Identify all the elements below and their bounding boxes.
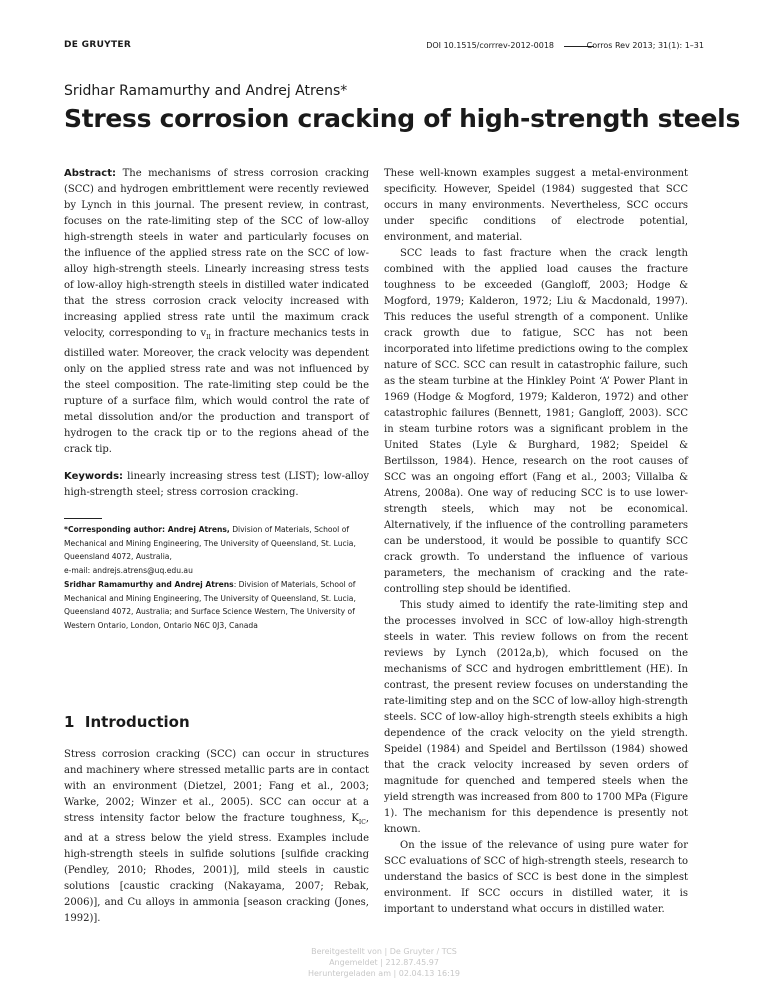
corresponding-author-text: Division of Materials, School of Mechanical and Mining Engineering, The University of Queensland, St. Lucia, Queensland 4072, Australia, (64, 525, 356, 562)
watermark-line: Bereitgestellt von | De Gruyter / TCS (311, 947, 457, 956)
introduction-text (64, 747, 369, 927)
keywords-text: linearly increasing stress test (LIST); low-alloy high-strength steel; stress corrosion cracking. (64, 471, 369, 498)
affiliation-label: Sridhar Ramamurthy and Andrej Atrens (64, 579, 234, 589)
download-watermark (0, 946, 768, 979)
kic-subscript: IC (358, 819, 366, 826)
left-column (64, 166, 369, 633)
publisher-name: DE GRUYTER (64, 40, 132, 50)
body-paragraph: On the issue of the relevance of using pure water for SCC evaluations of SCC of high-strength steels, research to understand the basics of SCC is best done in the simplest environment. If SCC occurs in distilled water, it is important to understand what occurs in distilled water. (384, 840, 688, 915)
abstract-label: Abstract: (64, 168, 117, 179)
intro-text-a: Stress corrosion cracking (SCC) can occur in structures and machinery where stressed metallic parts are in contact with an environment (Dietzel, 2001; Fang et al., 2003; Warke, 2002; Winzer et al., 2005). SCC can occur at a stress intensity factor below the fracture toughness, K (64, 749, 369, 824)
email-link[interactable]: e-mail: andrejs.atrens@uq.edu.au (64, 566, 193, 576)
footnote-divider (64, 518, 102, 519)
abstract (64, 166, 369, 458)
body-paragraph: This study aimed to identify the rate-limiting step and the processes involved in SCC of low-alloy high-strength steels in water. This review follows on from the recent reviews by Lynch (2012a,b), which focused on the mechanisms of SCC and hydrogen embrittlement (HE). In contrast, the present review focuses on understanding the rate-limiting step and on the SCC of low-alloy high-strength steels. SCC of low-alloy high-strength steels exhibits a high dependence of the crack velocity on the yield strength. Speidel (1984) and Speidel and Bertilsson (1984) showed that the crack velocity increased by seven orders of magnitude for quenched and tempered steels when the yield strength was increased from 800 to 1700 MPa (Figure 1). The mechanism for this dependence is presently not known. (384, 600, 688, 835)
article-title: Stress corrosion cracking of high-strength steels (64, 104, 741, 133)
watermark-line: Angemeldet | 212.87.45.97 (329, 958, 439, 967)
citation-label: Corros Rev 2013; 31(1): 1–31 (586, 41, 704, 50)
watermark-line: Heruntergeladen am | 02.04.13 16:19 (307, 969, 460, 978)
section-title: Introduction (84, 713, 190, 731)
keywords-label: Keywords: (64, 471, 124, 482)
body-paragraph: These well-known examples suggest a metal-environment specificity. However, Speidel (1984) suggested that SCC occurs in many environments. Nevertheless, SCC occurs under specific conditions of electrode potential, environment, and material. (384, 168, 688, 243)
corresponding-author-label: *Corresponding author: Andrej Atrens, (64, 525, 230, 534)
running-header (64, 40, 704, 54)
section-number: 1 (64, 713, 75, 731)
intro-text-b: , and at a stress below the yield stress. Examples include high-strength steels in sulfide solutions [sulfide cracking (Pendley, 2010; Rhodes, 2001)], mild steels in caustic solutions [caustic cracking (Nakayama, 2007; Rebak, 2006)], and Cu alloys in ammonia [season cracking (Jones, 1992)]. (64, 813, 369, 924)
doi-label[interactable]: DOI 10.1515/corrrev-2012-0018 (426, 41, 554, 50)
section-heading (64, 713, 190, 731)
abstract-text: The mechanisms of stress corrosion cracking (SCC) and hydrogen embrittlement were recently reviewed by Lynch in this journal. The present review, in contrast, focuses on the rate-limiting step of the SCC of low-alloy high-strength steels in water and particularly focuses on the influence of the applied stress rate on the SCC of low-alloy high-strength steels. Linearly increasing stress tests of low-alloy high-strength steels in distilled water indicated that the stress corrosion crack velocity increased with increasing applied stress rate until the maximum crack velocity, corresponding to v (64, 168, 369, 339)
authors: Sridhar Ramamurthy and Andrej Atrens* (64, 83, 348, 99)
affiliation-note (64, 578, 369, 633)
keywords (64, 469, 369, 501)
abstract-text-cont: in fracture mechanics tests in distilled water. Moreover, the crack velocity was dependent only on the applied stress rate and was not influenced by the steel composition. The rate-limiting step could be the rupture of a surface film, which would control the rate of metal dissolution and/or the production and transport of hydrogen to the crack tip or to the regions ahead of the crack tip. (64, 328, 369, 455)
body-paragraph: SCC leads to fast fracture when the crack length combined with the applied load causes the fracture toughness to be exceeded (Gangloff, 2003; Hodge & Mogford, 1979; Kalderon, 1972; Liu & Macdonald, 1997). This reduces the useful strength of a component. Unlike crack growth due to fatigue, SCC has not been incorporated into lifetime predictions owing to the complex nature of SCC. SCC can result in catastrophic failure, such as the steam turbine at the Hinkley Point ‘A’ Power Plant in 1969 (Hodge & Mogford, 1979; Kalderon, 1972) and other catastrophic failures (Bennett, 1981; Gangloff, 2003). SCC in steam turbine rotors was a significant problem in the United States (Lyle & Burghard, 1982; Speidel & Bertilsson, 1984). Hence, research on the root causes of SCC was an ongoing effort (Fang et al., 2003; Villalba & Atrens, 2008a). One way of reducing SCC is to use lower-strength steels, which may not be economical. Alternatively, if the influence of the controlling parameters can be understood, it would be possible to quantify SCC crack growth. To understand the influence of various parameters, the mechanism of cracking and the rate-controlling step should be identified. (384, 248, 688, 595)
corresponding-author-note (64, 523, 369, 578)
affiliation-text: : Division of Materials, School of Mechanical and Mining Engineering, The University of Queensland, St. Lucia, Queensland 4072, Australia; and Surface Science Western, The University of Western Ontario, London, Ontario N6C 0J3, Canada (64, 579, 356, 630)
right-column (384, 166, 688, 918)
intro-paragraph (64, 747, 369, 927)
abstract-subscript: II (206, 334, 211, 341)
